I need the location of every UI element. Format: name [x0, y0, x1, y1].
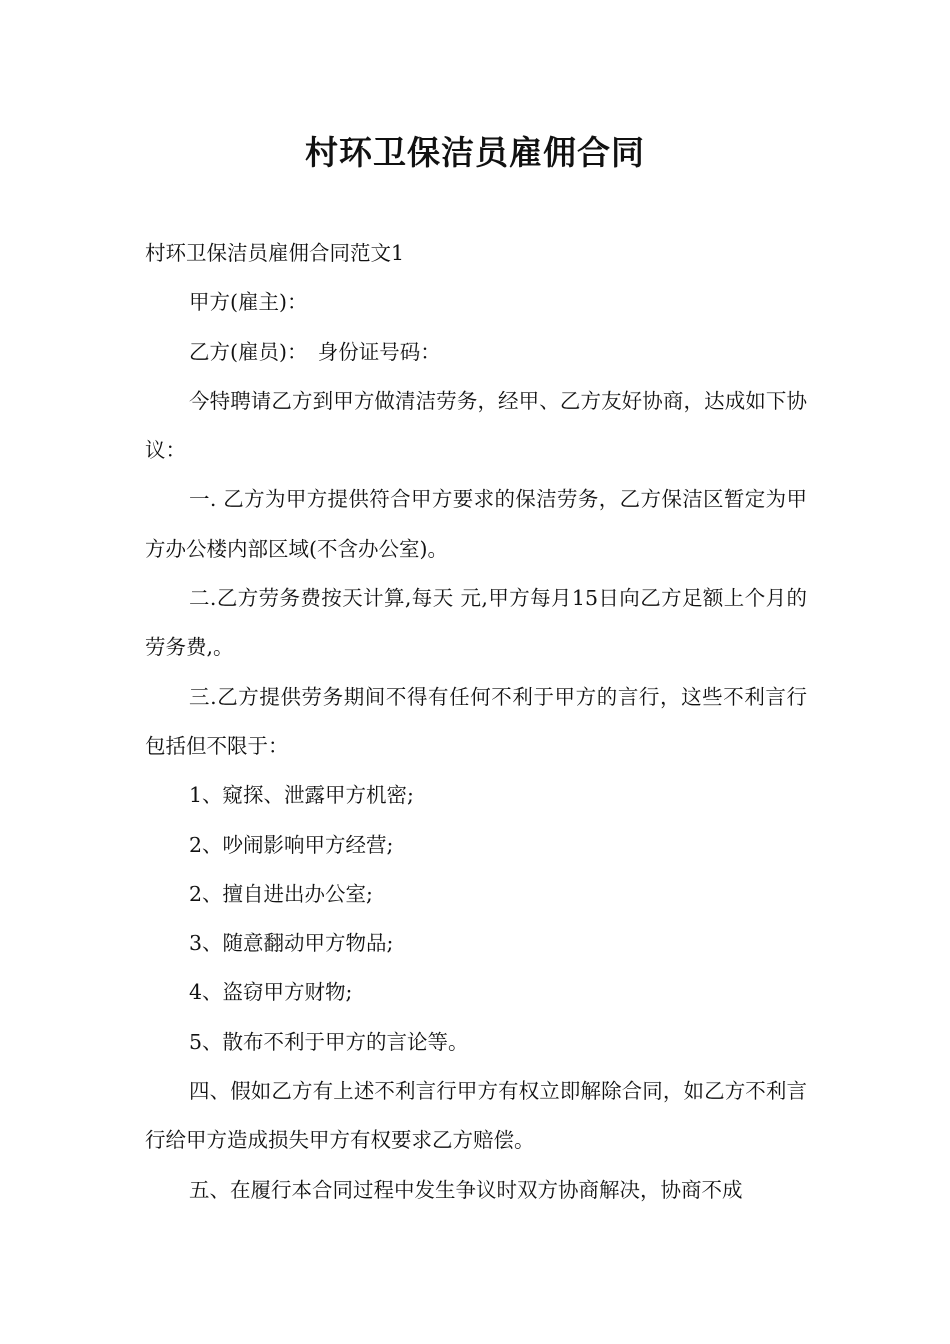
clause-3-item: 1、窥探、泄露甲方机密;: [189, 783, 414, 808]
clause-5: 五、在履行本合同过程中发生争议时双方协商解决，协商不成: [189, 1177, 743, 1202]
clause-3: 三.乙方提供劳务期间不得有任何不利于甲方的言行，这些不利言行包括但不限于：: [145, 684, 807, 758]
document-title: 村环卫保洁员雇佣合同: [305, 133, 645, 172]
clause-3-item: 2、擅自进出办公室;: [189, 881, 373, 906]
clause-2: 二.乙方劳务费按天计算,每天 元,甲方每月15日向乙方足额上个月的劳务费,。: [145, 586, 807, 660]
clause-3-item: 5、散布不利于甲方的言论等。: [189, 1029, 469, 1054]
document-subtitle: 村环卫保洁员雇佣合同范文1: [145, 241, 405, 265]
document-body: [145, 229, 807, 1215]
clause-3-item: 3、随意翻动甲方物品;: [189, 931, 394, 956]
clause-3-item: 2、吵闹影响甲方经营;: [189, 832, 394, 857]
party-a-line: 甲方(雇主)：: [189, 290, 308, 315]
party-b-line: 乙方(雇员)： 身份证号码：: [189, 339, 441, 364]
clause-1: 一. 乙方为甲方提供符合甲方要求的保洁劳务，乙方保洁区暂定为甲方办公楼内部区域(不含办公室)。: [145, 487, 807, 561]
intro-paragraph: 今特聘请乙方到甲方做清洁劳务，经甲、乙方友好协商，达成如下协议：: [145, 388, 807, 463]
clause-4: 四、假如乙方有上述不利言行甲方有权立即解除合同，如乙方不利言行给甲方造成损失甲方有权要求乙方赔偿。: [145, 1079, 807, 1153]
clause-3-item: 4、盗窃甲方财物;: [189, 980, 353, 1005]
